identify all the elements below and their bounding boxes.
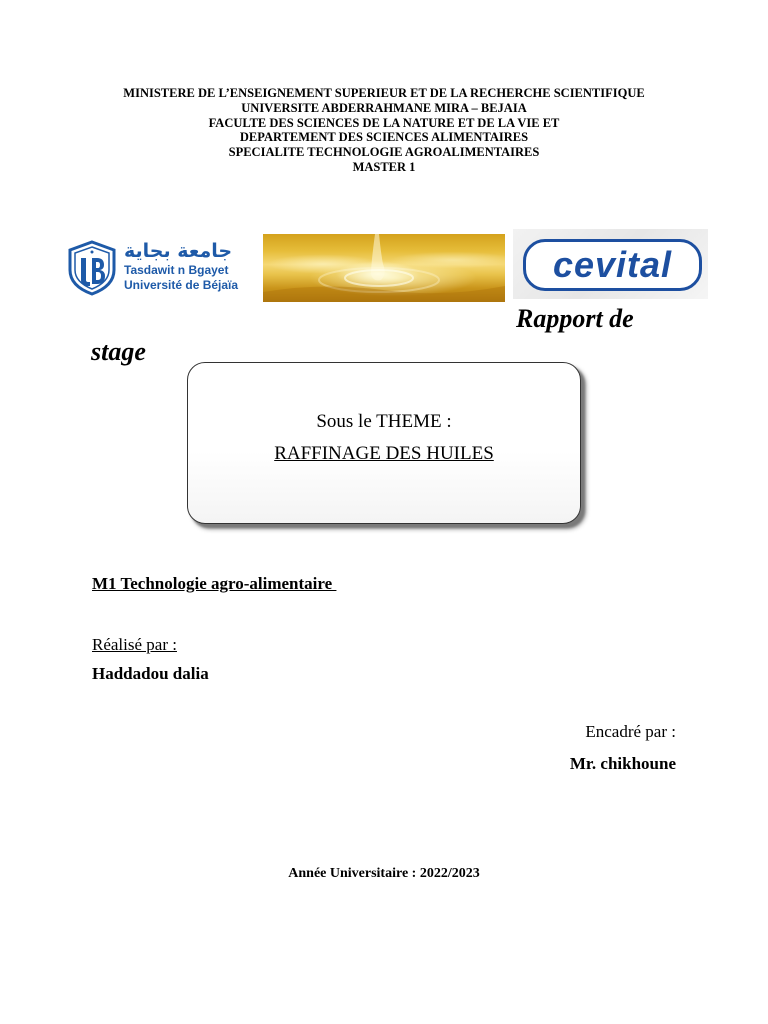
cevital-logo-text: cevital [552, 244, 673, 285]
theme-box [187, 362, 581, 524]
header-line-level: MASTER 1 [352, 159, 416, 174]
university-emblem-icon [66, 240, 118, 296]
theme-title: RAFFINAGE DES HUILES [274, 443, 494, 464]
header-line-department: DEPARTEMENT DES SCIENCES ALIMENTAIRES [239, 130, 529, 145]
university-berber-name: Tasdawit n Bgayet [124, 263, 229, 277]
report-title-part1: Rapport de [516, 304, 634, 333]
header-line-ministry: MINISTERE DE L’ENSEIGNEMENT SUPERIEUR ET DE LA RECHERCHE SCIENTIFIQUE [123, 86, 645, 100]
report-title-part2: stage [91, 337, 146, 366]
header-line-specialty: SPECIALITE TECHNOLOGIE AGROALIMENTAIRES [228, 145, 540, 160]
university-french-name: Université de Béjaïa [124, 278, 239, 292]
author-name: Haddadou dalia [92, 664, 209, 683]
header-line-faculty: FACULTE DES SCIENCES DE LA NATURE ET DE LA VIE ET [208, 115, 560, 130]
author-label: Réalisé par : [92, 635, 177, 654]
oil-splash-image [263, 234, 505, 302]
program-name: M1 Technologie agro-alimentaire [92, 574, 337, 593]
university-logo [66, 240, 239, 296]
academic-year: Année Universitaire : 2022/2023 [288, 866, 480, 881]
theme-label: Sous le THEME : [316, 411, 452, 432]
cevital-logo [513, 229, 708, 299]
supervisor-name: Mr. chikhoune [569, 754, 676, 773]
university-arabic-name: جامعة بجاية [124, 240, 233, 262]
supervisor-label: Encadré par : [585, 722, 676, 741]
cevital-logo-frame [523, 239, 702, 291]
institution-header [0, 86, 768, 175]
oil-drop-icon [263, 234, 505, 302]
header-line-university: UNIVERSITE ABDERRAHMANE MIRA – BEJAIA [241, 100, 527, 115]
